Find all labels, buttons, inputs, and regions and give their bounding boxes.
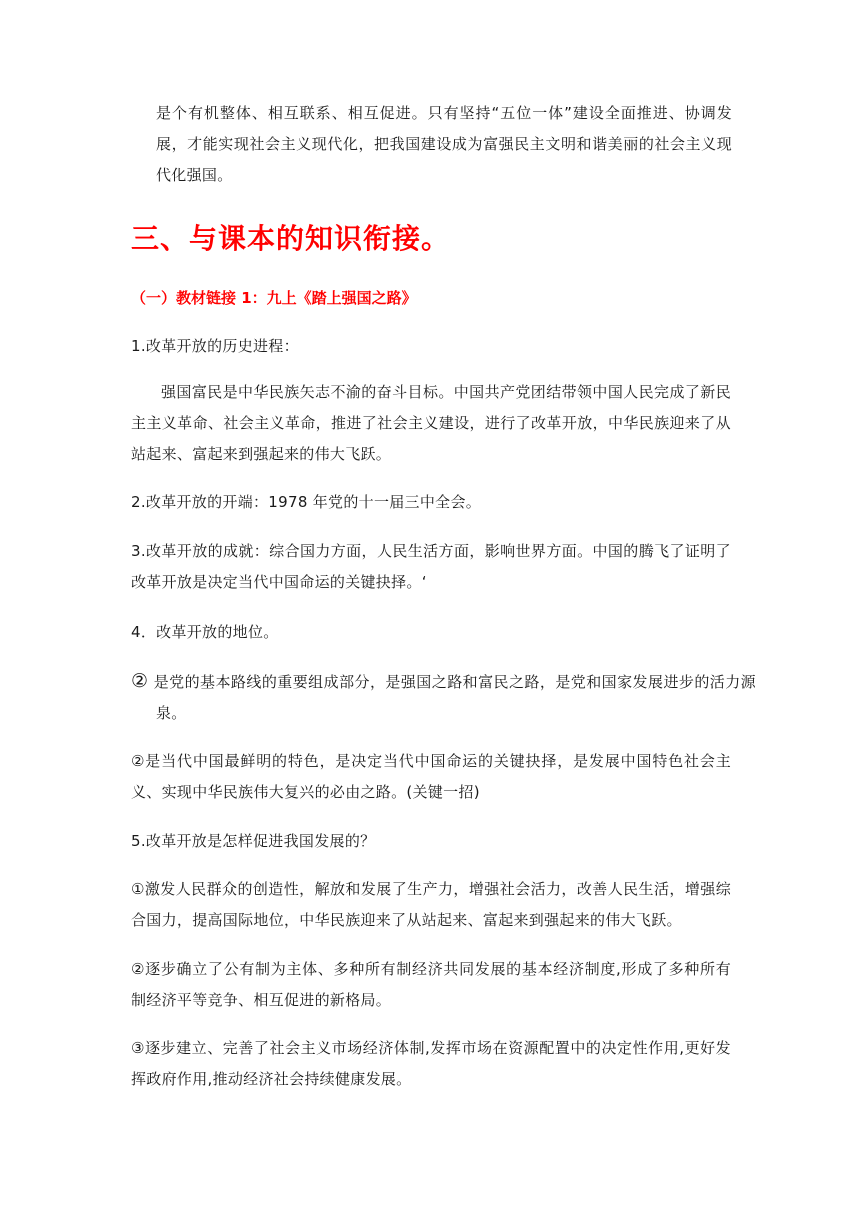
- section-subheading: （一）教材链接 1：九上《踏上强国之路》: [131, 289, 417, 307]
- item5-title: 5.改革开放是怎样促进我国发展的？: [131, 832, 376, 850]
- item5-point-b: ②逐步确立了公有制为主体、多种所有制经济共同发展的基本经济制度,形成了多种所有制经济平等竞争、相互促进的新格局。: [131, 960, 731, 1009]
- item1-title: 1.改革开放的历史进程：: [131, 337, 299, 355]
- item4-point-b: ②是当代中国最鲜明的特色，是决定当代中国命运的关键抉择，是发展中国特色社会主义、实现中华民族伟大复兴的必由之路。(关键一招): [131, 752, 731, 801]
- item1-body: 强国富民是中华民族矢志不渝的奋斗目标。中国共产党团结带领中国人民完成了新民主主义革命、社会主义革命，推进了社会主义建设，进行了改革开放，中华民族迎来了从站起来、富起来到强起来的伟大飞跃。: [131, 383, 731, 463]
- item2-paragraph: 2.改革开放的开端：1978 年党的十一届三中全会。: [131, 493, 482, 511]
- item5-point-a: ①激发人民群众的创造性，解放和发展了生产力，增强社会活力，改善人民生活，增强综合国力，提高国际地位，中华民族迎来了从站起来、富起来到强起来的伟大飞跃。: [131, 880, 731, 929]
- item4-title: 4．改革开放的地位。: [131, 623, 279, 641]
- item4-point-a: [131, 666, 756, 729]
- intro-paragraph: 是个有机整体、相互联系、相互促进。只有坚持“五位一体”建设全面推进、协调发展，才能实现社会主义现代化，把我国建设成为富强民主文明和谐美丽的社会主义现代化强国。: [156, 104, 732, 184]
- item3-paragraph: 3.改革开放的成就：综合国力方面，人民生活方面，影响世界方面。中国的腾飞了证明了改革开放是决定当代中国命运的关键抉择。‘: [131, 542, 731, 591]
- item5-point-c: ③逐步建立、完善了社会主义市场经济体制,发挥市场在资源配置中的决定性作用,更好发挥政府作用,推动经济社会持续健康发展。: [131, 1039, 731, 1088]
- item4-point-a-text: 是党的基本路线的重要组成部分，是强国之路和富民之路，是党和国家发展进步的活力源泉。: [148, 673, 756, 722]
- section-heading: 三、与课本的知识衔接。: [131, 222, 451, 255]
- circled-number-marker: ②: [131, 670, 149, 692]
